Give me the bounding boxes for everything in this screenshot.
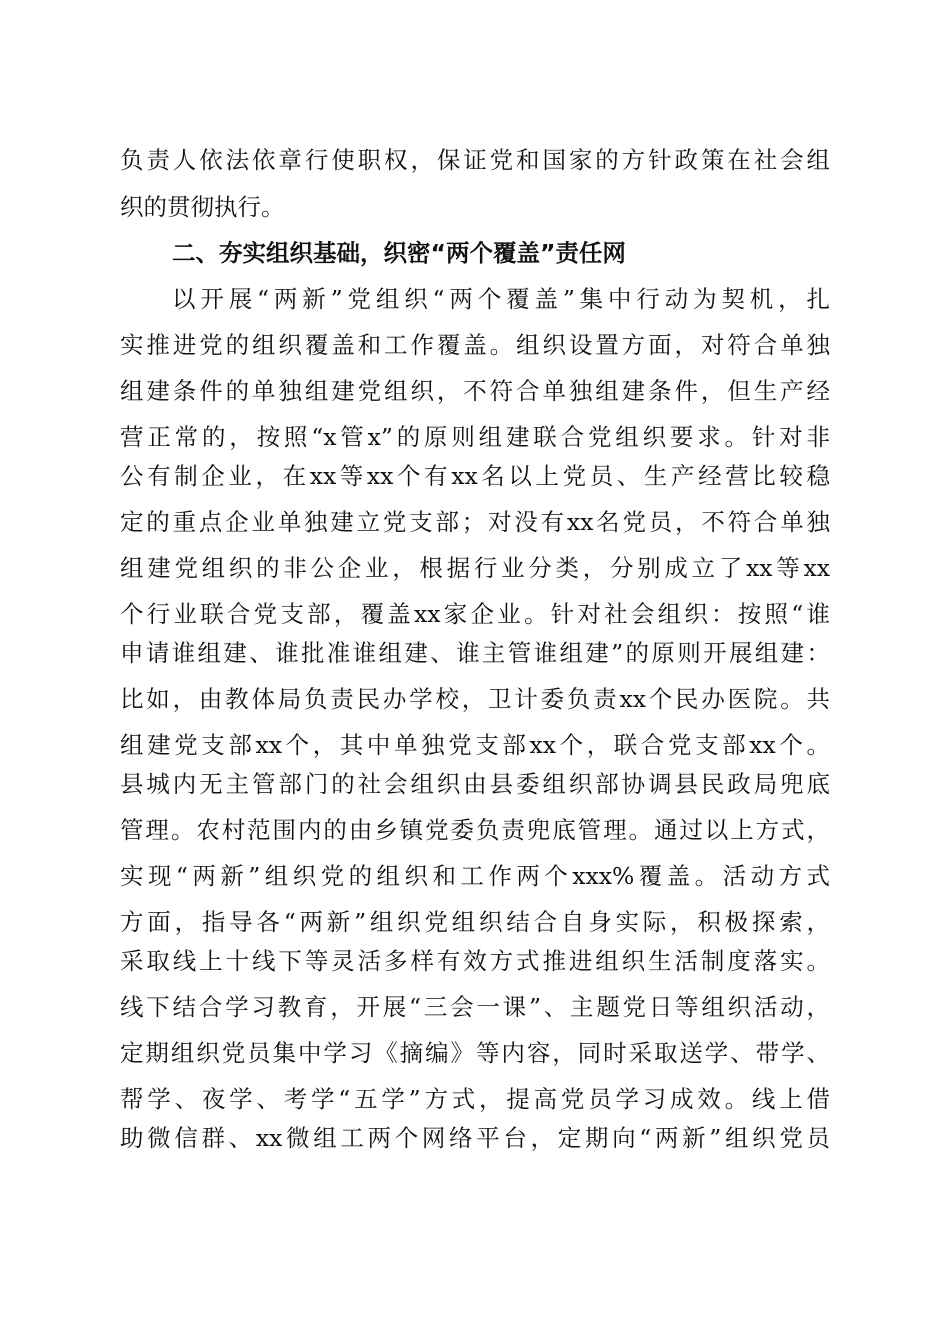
body-line: 个行业联合党支部，覆盖xx家企业。针对社会组织：按照“谁 — [120, 600, 830, 628]
body-line: 公有制企业，在xx等xx个有xx名以上党员、生产经营比较稳 — [120, 462, 830, 490]
section-heading: 二、夯实组织基础，织密“两个覆盖”责任网 — [172, 239, 626, 267]
body-line: 实推进党的组织覆盖和工作覆盖。组织设置方面，对符合单独 — [120, 331, 830, 359]
body-line: 线下结合学习教育，开展“三会一课”、主题党日等组织活动， — [120, 993, 830, 1021]
body-line: 帮学、夜学、考学“五学”方式，提高党员学习成效。线上借 — [120, 1085, 830, 1113]
body-line: 以开展“两新”党组织“两个覆盖”集中行动为契机，扎 — [172, 285, 830, 313]
body-line: 实现“两新”组织党的组织和工作两个xxx%覆盖。活动方式 — [120, 862, 830, 890]
body-line: 管理。农村范围内的由乡镇党委负责兜底管理。通过以上方式， — [120, 816, 830, 844]
body-line: 营正常的，按照“x管x”的原则组建联合党组织要求。针对非 — [120, 423, 830, 451]
body-line: 负责人依法依章行使职权，保证党和国家的方针政策在社会组 — [120, 146, 830, 174]
body-line: 申请谁组建、谁批准谁组建、谁主管谁组建”的原则开展组建： — [120, 639, 830, 667]
body-line: 定期组织党员集中学习《摘编》等内容，同时采取送学、带学、 — [120, 1039, 830, 1067]
body-line: 织的贯彻执行。 — [120, 193, 285, 221]
body-line: 助微信群、xx微组工两个网络平台，定期向“两新”组织党员 — [120, 1124, 830, 1152]
body-line: 方面，指导各“两新”组织党组织结合自身实际，积极探索， — [120, 908, 830, 936]
body-line: 采取线上十线下等灵活多样有效方式推进组织生活制度落实。 — [120, 947, 830, 975]
body-line: 组建党组织的非公企业，根据行业分类，分别成立了xx等xx — [120, 554, 830, 582]
body-line: 县城内无主管部门的社会组织由县委组织部协调县民政局兜底 — [120, 770, 830, 798]
body-line: 比如，由教体局负责民办学校，卫计委负责xx个民办医院。共 — [120, 685, 830, 713]
body-line: 组建党支部xx个，其中单独党支部xx个，联合党支部xx个。 — [120, 731, 830, 759]
body-line: 组建条件的单独组建党组织，不符合单独组建条件，但生产经 — [120, 377, 830, 405]
body-line: 定的重点企业单独建立党支部；对没有xx名党员，不符合单独 — [120, 508, 830, 536]
